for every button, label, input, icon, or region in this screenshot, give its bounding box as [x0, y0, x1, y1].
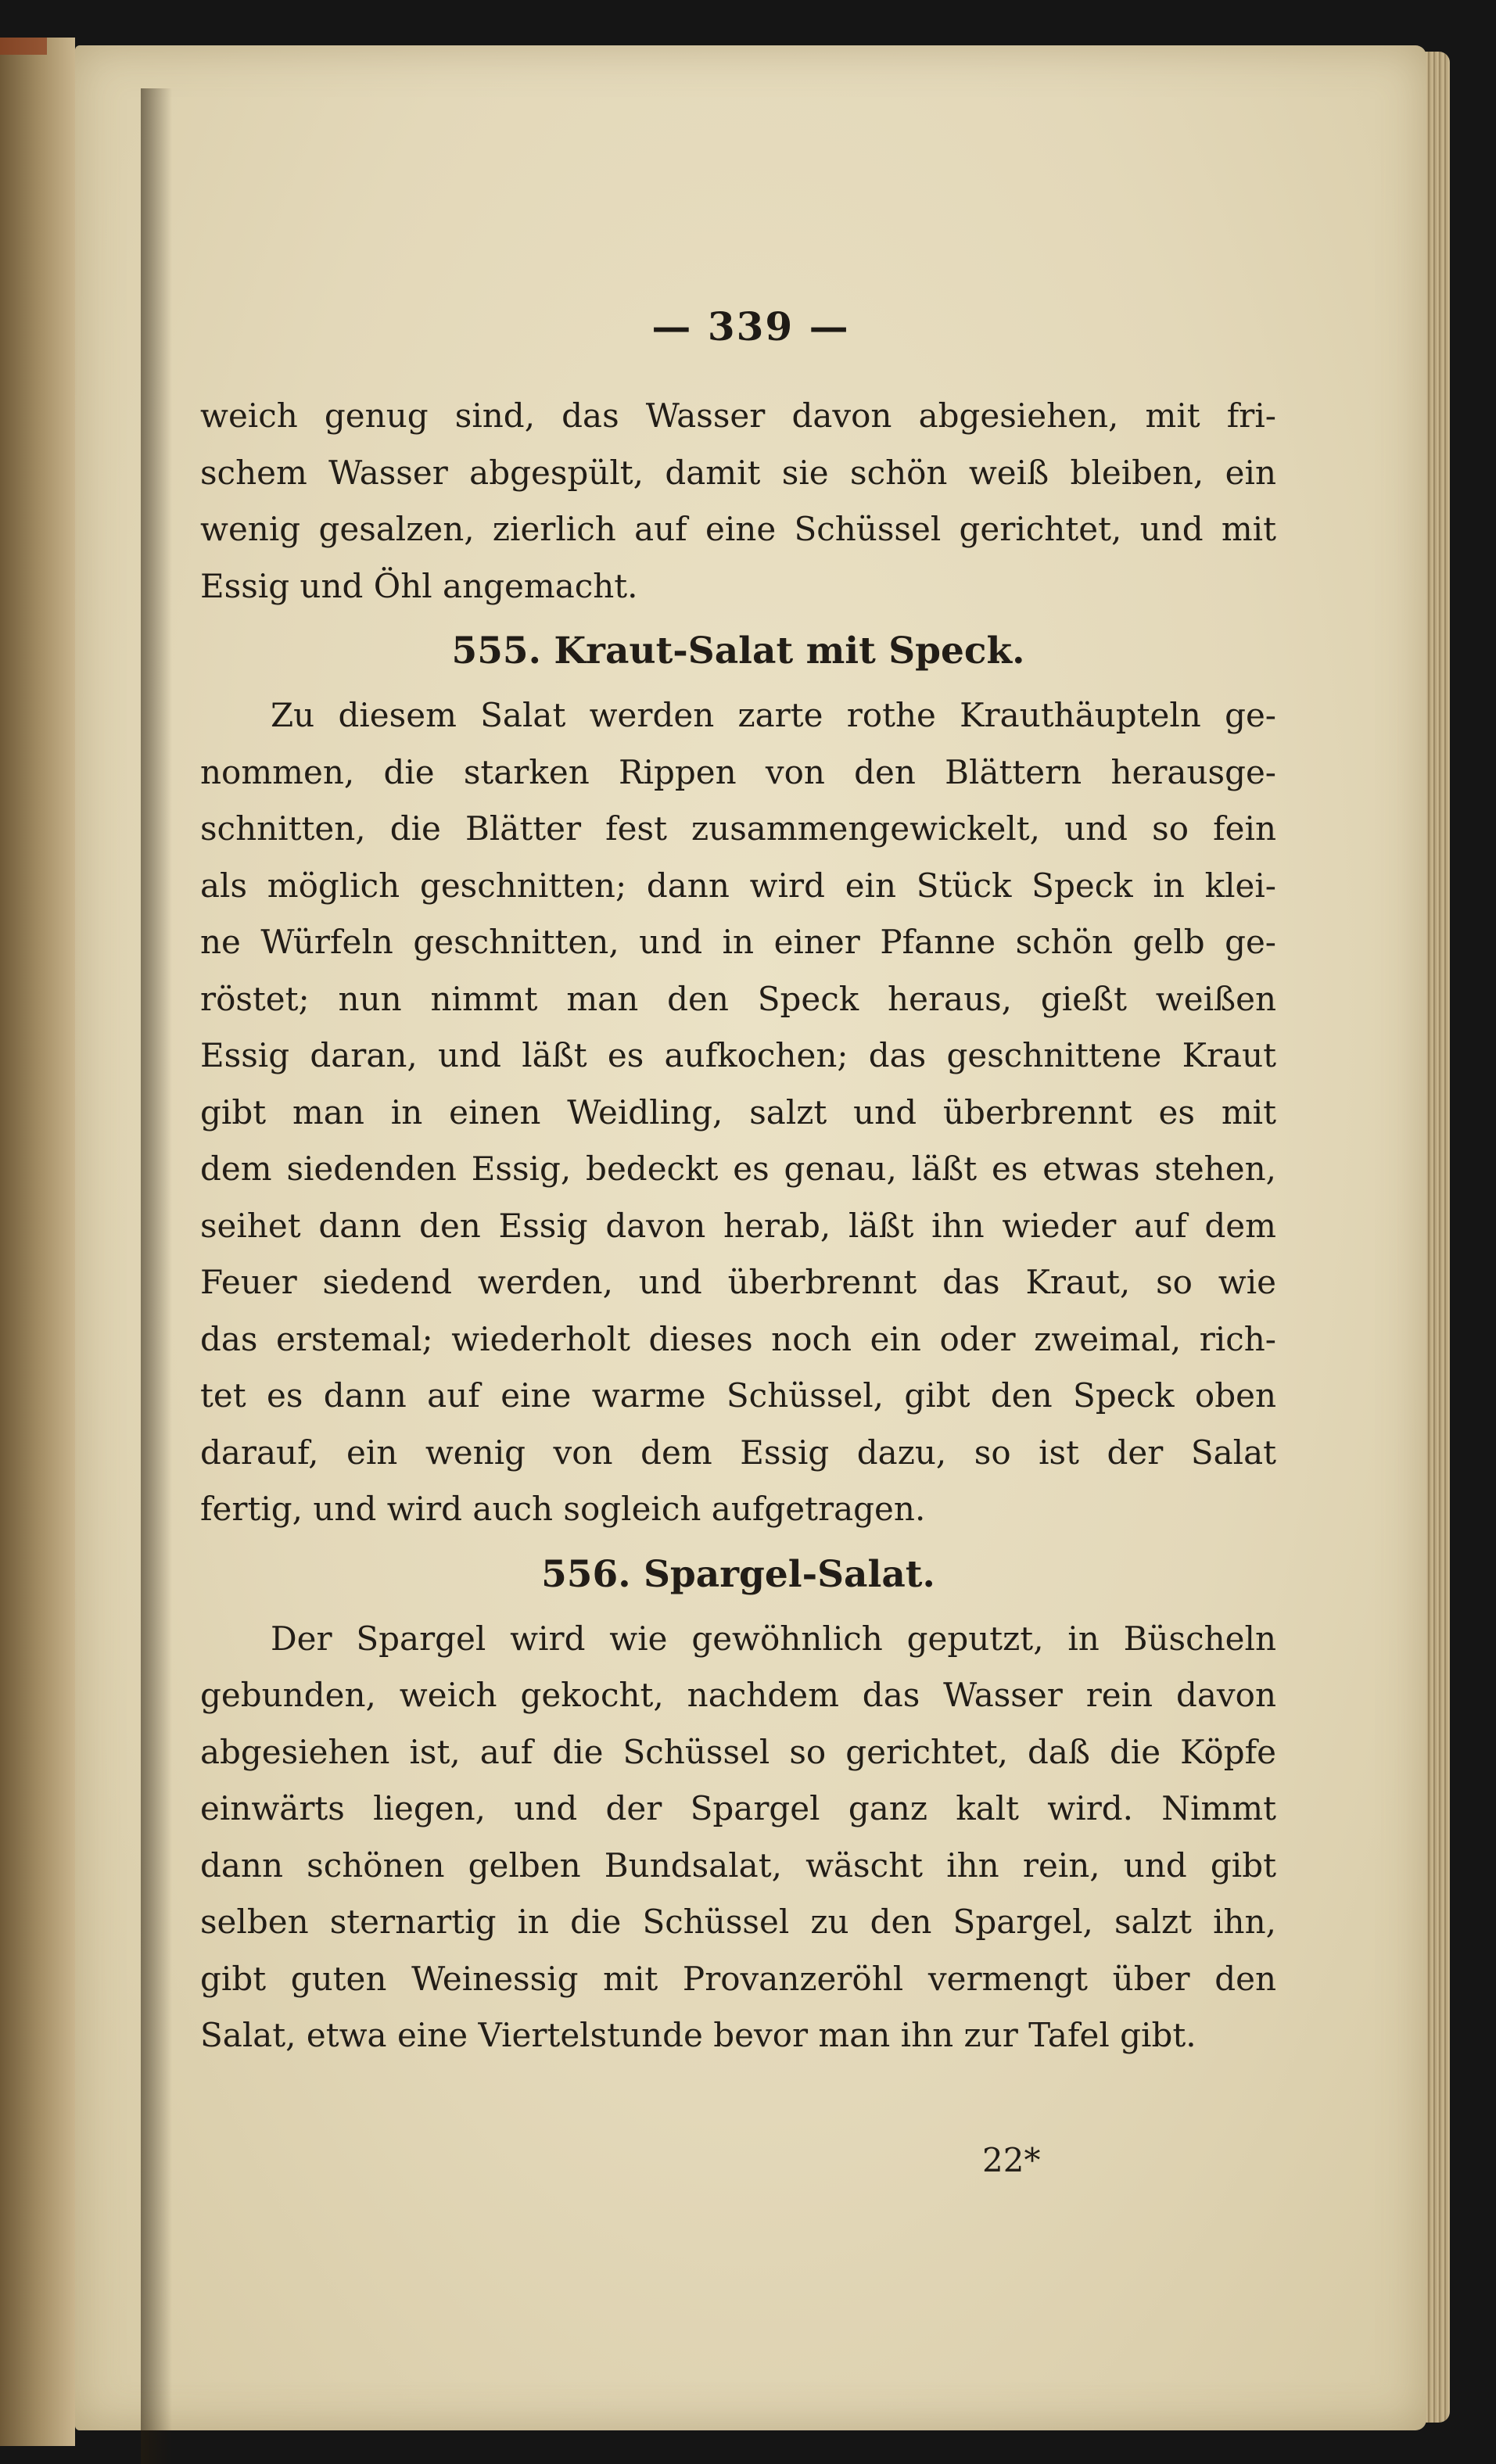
book-page	[75, 45, 1426, 2430]
text-line: Feuer siedend werden, und überbrennt das Kraut, so wie	[200, 1263, 1276, 1301]
text-line: das erstemal; wiederholt dieses noch ein oder zweimal, rich-	[200, 1319, 1276, 1358]
text-line: wenig gesalzen, zierlich auf eine Schüssel gerichtet, und mit	[200, 510, 1276, 548]
text-line: als möglich geschnitten; dann wird ein Stück Speck in klei-	[200, 866, 1276, 905]
text-line: nommen, die starken Rippen von den Blättern herausge-	[200, 752, 1276, 791]
text-line: fertig, und wird auch sogleich aufgetragen.	[200, 1490, 926, 1528]
left-page-corner	[0, 38, 47, 55]
text-line: Der Spargel wird wie gewöhnlich geputzt, in Büscheln	[271, 1619, 1276, 1658]
gutter-shadow	[141, 88, 172, 2464]
text-line: einwärts liegen, und der Spargel ganz kalt wird. Nimmt	[200, 1789, 1276, 1827]
recipe-heading-555: 555. Kraut-Salat mit Speck.	[451, 629, 1025, 672]
text-line: dann schönen gelben Bundsalat, wäscht ihn rein, und gibt	[200, 1845, 1276, 1885]
text-line: schem Wasser abgespült, damit sie schön weiß bleiben, ein	[200, 453, 1276, 492]
text-line: seihet dann den Essig davon herab, läßt ihn wieder auf dem	[200, 1206, 1276, 1245]
text-line: Zu diesem Salat werden zarte rothe Krauthäupteln ge-	[271, 696, 1276, 734]
text-line: ne Würfeln geschnitten, und in einer Pfanne schön gelb ge-	[200, 923, 1276, 961]
left-page-edge	[0, 38, 75, 2446]
text-line: Essig und Öhl angemacht.	[200, 566, 638, 605]
text-line: Essig daran, und läßt es aufkochen; das geschnittene Kraut	[200, 1036, 1276, 1074]
text-line: Salat, etwa eine Viertelstunde bevor man ihn zur Tafel gibt.	[200, 2016, 1196, 2054]
text-line: abgesiehen ist, auf die Schüssel so gerichtet, daß die Köpfe	[200, 1732, 1276, 1771]
text-line: dem siedenden Essig, bedeckt es genau, läßt es etwas stehen,	[200, 1150, 1276, 1188]
text-line: röstet; nun nimmt man den Speck heraus, gießt weißen	[200, 979, 1276, 1018]
text-line: weich genug sind, das Wasser davon abgesiehen, mit fri-	[200, 396, 1276, 435]
text-line: gibt man in einen Weidling, salzt und überbrennt es mit	[200, 1092, 1276, 1132]
page-text	[200, 388, 1276, 2064]
signature-mark: 22*	[982, 2141, 1041, 2179]
text-line: schnitten, die Blätter fest zusammengewickelt, und so fein	[200, 809, 1276, 848]
recipe-heading-556: 556. Spargel-Salat.	[541, 1552, 935, 1596]
text-line: tet es dann auf eine warme Schüssel, gibt den Speck oben	[200, 1376, 1276, 1415]
text-line: selben sternartig in die Schüssel zu den Spargel, salzt ihn,	[200, 1903, 1276, 1941]
text-line: gibt guten Weinessig mit Provanzeröhl vermengt über den	[200, 1959, 1276, 1998]
text-line: gebunden, weich gekocht, nachdem das Wasser rein davon	[200, 1676, 1276, 1714]
page-number: — 339 —	[651, 303, 850, 350]
text-line: darauf, ein wenig von dem Essig dazu, so ist der Salat	[200, 1433, 1276, 1472]
